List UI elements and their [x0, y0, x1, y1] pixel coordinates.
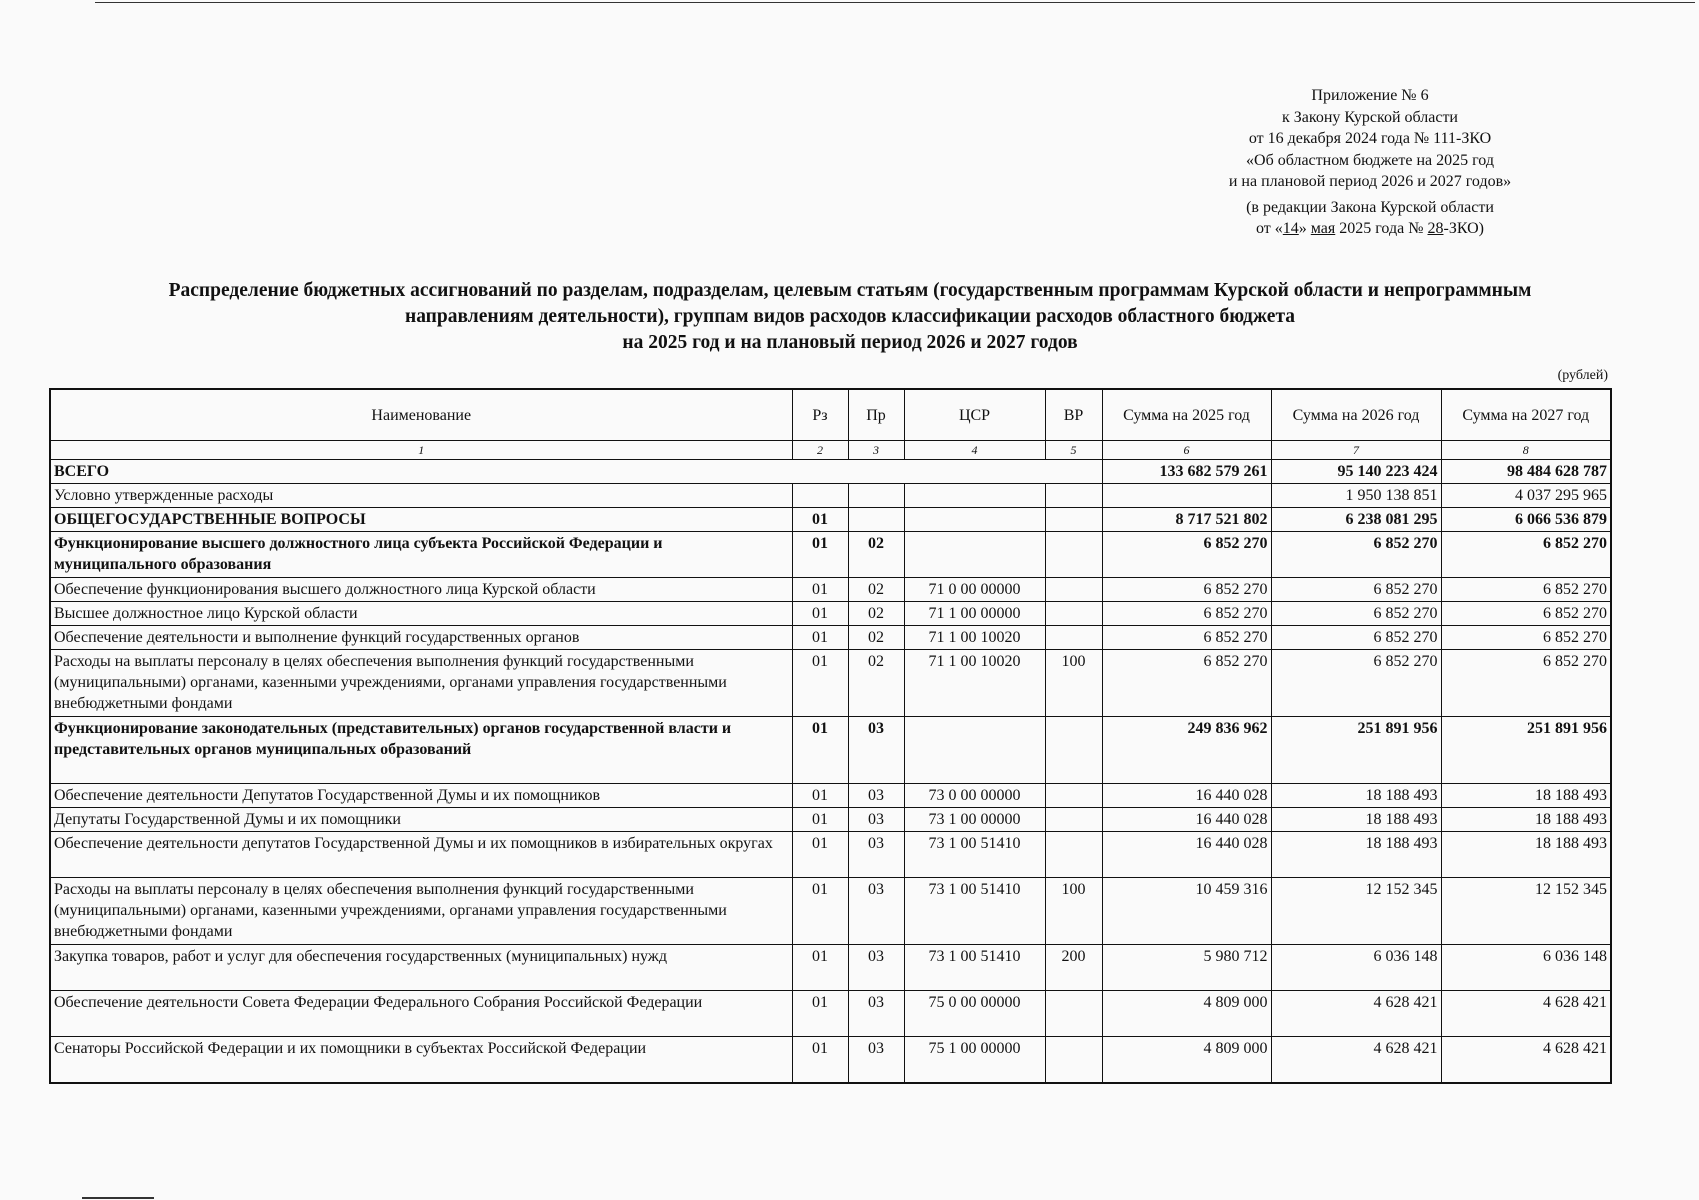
header-row [50, 389, 1611, 441]
row-sum-2027: 18 188 493 [1441, 832, 1611, 878]
row-sum-2027: 4 628 421 [1441, 1037, 1611, 1083]
row-rz [792, 484, 848, 508]
row-csr: 73 1 00 51410 [904, 832, 1045, 878]
row-sum-2025: 16 440 028 [1102, 784, 1271, 808]
total-sum-2025: 133 682 579 261 [1102, 460, 1271, 484]
units-label: (рублей) [1557, 368, 1608, 383]
row-pr: 03 [848, 832, 904, 878]
row-sum-2027: 18 188 493 [1441, 808, 1611, 832]
row-sum-2026: 4 628 421 [1271, 1037, 1441, 1083]
row-sum-2025: 8 717 521 802 [1102, 508, 1271, 532]
row-rz: 01 [792, 717, 848, 784]
row-pr: 03 [848, 717, 904, 784]
row-rz: 01 [792, 1037, 848, 1083]
row-csr: 73 1 00 00000 [904, 808, 1045, 832]
table-row [50, 945, 1611, 991]
row-vr [1045, 532, 1102, 578]
appendix-line: Приложение № 6 [1311, 87, 1429, 104]
row-sum-2025: 6 852 270 [1102, 650, 1271, 717]
row-name: ОБЩЕГОСУДАРСТВЕННЫЕ ВОПРОСЫ [50, 508, 792, 532]
row-name: Обеспечение деятельности и выполнение функций государственных органов [50, 626, 792, 650]
row-sum-2027: 6 852 270 [1441, 626, 1611, 650]
table-row [50, 784, 1611, 808]
row-rz: 01 [792, 508, 848, 532]
row-pr [848, 508, 904, 532]
column-number: 3 [848, 441, 904, 460]
row-csr: 71 1 00 10020 [904, 650, 1045, 717]
row-name: Функционирование законодательных (представительных) органов государственной власти и представительных органов муниципальных образований [50, 717, 792, 784]
row-sum-2027: 6 066 536 879 [1441, 508, 1611, 532]
row-csr [904, 717, 1045, 784]
row-name: Расходы на выплаты персоналу в целях обеспечения выполнения функций государственными (муниципальными) органами, казенными учреждениями, органами управления государственными внебюджетными фондами [50, 878, 792, 945]
appendix-line: и на плановой период 2026 и 2027 годов» [1228, 173, 1512, 190]
title-line: Распределение бюджетных ассигнований по разделам, подразделам, целевым статьям (государственным программам Курской области и непрограммным [168, 280, 1532, 301]
row-name: Обеспечение деятельности Депутатов Государственной Думы и их помощников [50, 784, 792, 808]
row-pr: 03 [848, 878, 904, 945]
row-sum-2025: 6 852 270 [1102, 602, 1271, 626]
row-pr: 03 [848, 784, 904, 808]
row-sum-2025: 16 440 028 [1102, 832, 1271, 878]
row-vr [1045, 578, 1102, 602]
row-vr [1045, 508, 1102, 532]
row-pr: 02 [848, 602, 904, 626]
row-sum-2026: 1 950 138 851 [1271, 484, 1441, 508]
row-sum-2027: 4 037 295 965 [1441, 484, 1611, 508]
row-name: Условно утвержденные расходы [50, 484, 792, 508]
header-rz: Рз [792, 389, 848, 441]
table-row [50, 991, 1611, 1037]
redaction-note [1180, 197, 1560, 240]
row-sum-2025: 5 980 712 [1102, 945, 1271, 991]
row-sum-2027: 6 852 270 [1441, 602, 1611, 626]
row-name: Сенаторы Российской Федерации и их помощники в субъектах Российской Федерации [50, 1037, 792, 1083]
redaction-suffix: -ЗКО) [1443, 220, 1484, 237]
header-pr: Пр [848, 389, 904, 441]
table-row [50, 484, 1611, 508]
row-sum-2026: 251 891 956 [1271, 717, 1441, 784]
row-sum-2027: 12 152 345 [1441, 878, 1611, 945]
row-name: Обеспечение деятельности депутатов Государственной Думы и их помощников в избирательных округах [50, 832, 792, 878]
table-row [50, 650, 1611, 717]
row-vr [1045, 784, 1102, 808]
row-rz: 01 [792, 626, 848, 650]
row-sum-2026: 6 036 148 [1271, 945, 1441, 991]
column-number: 2 [792, 441, 848, 460]
redaction-mid: » [1298, 220, 1311, 237]
row-csr: 71 1 00 10020 [904, 626, 1045, 650]
document-title [50, 278, 1650, 356]
row-sum-2025: 6 852 270 [1102, 578, 1271, 602]
table-row [50, 626, 1611, 650]
row-rz: 01 [792, 784, 848, 808]
row-sum-2026: 4 628 421 [1271, 991, 1441, 1037]
row-csr [904, 508, 1045, 532]
table-row [50, 1037, 1611, 1083]
row-pr: 02 [848, 578, 904, 602]
row-name: Высшее должностное лицо Курской области [50, 602, 792, 626]
row-pr: 03 [848, 991, 904, 1037]
table-row [50, 532, 1611, 578]
row-vr [1045, 484, 1102, 508]
row-vr [1045, 717, 1102, 784]
appendix-line: «Об областном бюджете на 2025 год [1246, 151, 1494, 169]
row-pr: 02 [848, 650, 904, 717]
row-vr [1045, 991, 1102, 1037]
row-sum-2026: 6 852 270 [1271, 532, 1441, 578]
row-sum-2027: 18 188 493 [1441, 784, 1611, 808]
column-number: 4 [904, 441, 1045, 460]
table-row [50, 602, 1611, 626]
row-sum-2025: 249 836 962 [1102, 717, 1271, 784]
row-name: Депутаты Государственной Думы и их помощники [50, 808, 792, 832]
row-csr: 75 0 00 00000 [904, 991, 1045, 1037]
row-csr [904, 484, 1045, 508]
row-name: Обеспечение деятельности Совета Федерации Федерального Собрания Российской Федерации [50, 991, 792, 1037]
row-sum-2026: 6 852 270 [1271, 650, 1441, 717]
budget-table [49, 388, 1612, 1084]
header-sum-2027: Сумма на 2027 год [1441, 389, 1611, 441]
header-name: Наименование [50, 389, 792, 441]
row-rz: 01 [792, 650, 848, 717]
redaction-month: мая [1310, 220, 1336, 237]
row-sum-2027: 6 852 270 [1441, 532, 1611, 578]
row-sum-2026: 18 188 493 [1271, 832, 1441, 878]
row-csr [904, 532, 1045, 578]
row-csr: 73 1 00 51410 [904, 945, 1045, 991]
total-sum-2026: 95 140 223 424 [1271, 460, 1441, 484]
row-name: Обеспечение функционирования высшего должностного лица Курской области [50, 578, 792, 602]
row-pr: 02 [848, 626, 904, 650]
row-sum-2025: 16 440 028 [1102, 808, 1271, 832]
row-csr: 73 1 00 51410 [904, 878, 1045, 945]
row-csr: 71 0 00 00000 [904, 578, 1045, 602]
row-vr [1045, 626, 1102, 650]
row-csr: 75 1 00 00000 [904, 1037, 1045, 1083]
row-rz: 01 [792, 832, 848, 878]
top-scan-rule [95, 2, 1695, 3]
row-vr [1045, 832, 1102, 878]
row-vr [1045, 602, 1102, 626]
row-sum-2025: 4 809 000 [1102, 1037, 1271, 1083]
row-rz: 01 [792, 808, 848, 832]
row-csr: 71 1 00 00000 [904, 602, 1045, 626]
row-sum-2025: 4 809 000 [1102, 991, 1271, 1037]
column-number: 7 [1271, 441, 1441, 460]
table-row [50, 508, 1611, 532]
table-row [50, 808, 1611, 832]
bottom-scan-mark [82, 1197, 154, 1199]
redaction-line: (в редакции Закона Курской области [1246, 198, 1494, 216]
row-name: Функционирование высшего должностного лица субъекта Российской Федерации и муниципального образования [50, 532, 792, 578]
row-pr: 03 [848, 1037, 904, 1083]
column-number: 5 [1045, 441, 1102, 460]
table-row [50, 717, 1611, 784]
row-vr: 100 [1045, 650, 1102, 717]
row-vr: 200 [1045, 945, 1102, 991]
title-line: на 2025 год и на плановый период 2026 и 2027 годов [622, 332, 1078, 353]
row-sum-2027: 6 036 148 [1441, 945, 1611, 991]
redaction-prefix: от « [1256, 220, 1283, 237]
row-sum-2025 [1102, 484, 1271, 508]
column-number: 1 [50, 441, 792, 460]
row-pr [848, 484, 904, 508]
column-number: 8 [1441, 441, 1611, 460]
row-rz: 01 [792, 945, 848, 991]
redaction-mid: 2025 года № [1335, 220, 1428, 237]
table-row [50, 832, 1611, 878]
row-rz: 01 [792, 578, 848, 602]
appendix-line: от 16 декабря 2024 года № 111-ЗКО [1248, 130, 1492, 147]
appendix-block [1180, 85, 1560, 240]
row-vr: 100 [1045, 878, 1102, 945]
row-sum-2026: 18 188 493 [1271, 808, 1441, 832]
total-label: ВСЕГО [50, 460, 1102, 484]
row-sum-2025: 6 852 270 [1102, 626, 1271, 650]
row-pr: 02 [848, 532, 904, 578]
row-sum-2026: 6 852 270 [1271, 626, 1441, 650]
redaction-day: 14 [1282, 220, 1299, 237]
row-pr: 03 [848, 808, 904, 832]
header-sum-2026: Сумма на 2026 год [1271, 389, 1441, 441]
row-sum-2025: 10 459 316 [1102, 878, 1271, 945]
row-sum-2027: 251 891 956 [1441, 717, 1611, 784]
header-sum-2025: Сумма на 2025 год [1102, 389, 1271, 441]
row-sum-2026: 6 852 270 [1271, 602, 1441, 626]
row-vr [1045, 1037, 1102, 1083]
row-name: Закупка товаров, работ и услуг для обеспечения государственных (муниципальных) нужд [50, 945, 792, 991]
title-line: направлениям деятельности), группам видов расходов классификации расходов областного бюджета [404, 306, 1296, 327]
row-sum-2026: 18 188 493 [1271, 784, 1441, 808]
row-rz: 01 [792, 991, 848, 1037]
header-csr: ЦСР [904, 389, 1045, 441]
row-rz: 01 [792, 602, 848, 626]
row-name: Расходы на выплаты персоналу в целях обеспечения выполнения функций государственными (муниципальными) органами, казенными учреждениями, органами управления государственными внебюджетными фондами [50, 650, 792, 717]
row-sum-2027: 6 852 270 [1441, 650, 1611, 717]
column-number-row [50, 441, 1611, 460]
row-rz: 01 [792, 532, 848, 578]
total-row [50, 460, 1611, 484]
row-sum-2026: 12 152 345 [1271, 878, 1441, 945]
table-row [50, 578, 1611, 602]
row-vr [1045, 808, 1102, 832]
row-csr: 73 0 00 00000 [904, 784, 1045, 808]
row-pr: 03 [848, 945, 904, 991]
total-sum-2027: 98 484 628 787 [1441, 460, 1611, 484]
table-row [50, 878, 1611, 945]
header-vr: ВР [1045, 389, 1102, 441]
row-sum-2026: 6 852 270 [1271, 578, 1441, 602]
row-sum-2027: 6 852 270 [1441, 578, 1611, 602]
redaction-number: 28 [1427, 220, 1444, 237]
row-rz: 01 [792, 878, 848, 945]
appendix-line: к Закону Курской области [1282, 108, 1458, 126]
row-sum-2026: 6 238 081 295 [1271, 508, 1441, 532]
row-sum-2027: 4 628 421 [1441, 991, 1611, 1037]
redaction-date-line [1180, 218, 1560, 240]
row-sum-2025: 6 852 270 [1102, 532, 1271, 578]
column-number: 6 [1102, 441, 1271, 460]
